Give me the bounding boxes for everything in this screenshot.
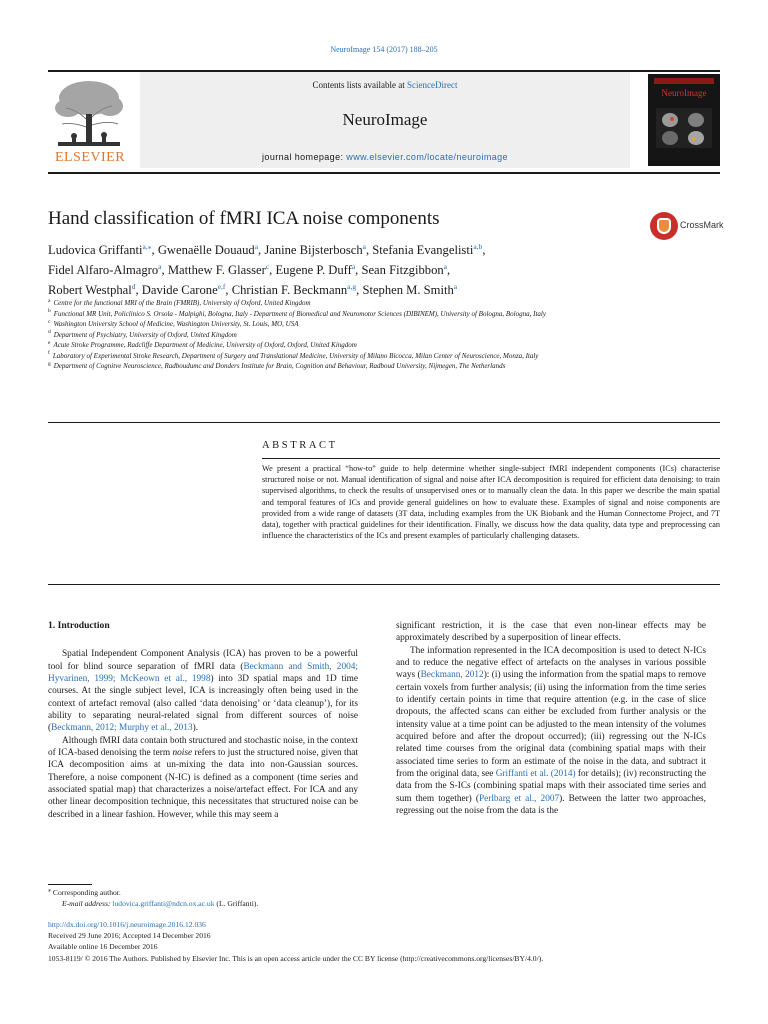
author-affiliation-mark[interactable]: a,⁎ [142, 241, 152, 251]
journal-homepage-link[interactable]: www.elsevier.com/locate/neuroimage [346, 152, 508, 162]
author-name[interactable]: Gwenaëlle Douaud [157, 243, 255, 257]
affiliation-item [48, 330, 718, 341]
paragraph-text: ) into 3D spatial maps and 1D time courses. At the single subject level, ICA is increasingly often being used in the context of artefact removal (also called ‘data denoising’ or ‘data cleanup’), for its ability to separating neural-related signal from different sources of noise ( [48, 674, 358, 734]
author-affiliation-mark[interactable]: a,b [473, 241, 483, 251]
author-affiliation-mark[interactable]: c [265, 261, 270, 271]
author-separator: , [225, 283, 232, 297]
crossmark-label: CrossMark [680, 220, 724, 230]
article-title: Hand classification of fMRI ICA noise components [48, 208, 440, 229]
corresponding-author-note [48, 887, 720, 898]
divider [48, 584, 720, 585]
cover-title: NeuroImage [661, 88, 707, 98]
crossmark-icon [650, 212, 678, 240]
affiliation-letter: g [48, 360, 51, 367]
paragraph-text: Spatial Independent Component Analysis (ICA) has proven to be a powerful tool for blind source separation of fMRI data ( [48, 649, 358, 672]
body-paragraph [396, 645, 706, 818]
affiliation-text: Laboratory of Experimental Stroke Research, Department of Surgery and Translational Medicine, University of Milano Bicocca, Milan Center of Neuroscience, Monza, Italy [52, 351, 539, 360]
received-dates: Received 29 June 2016; Accepted 14 December 2016 [48, 931, 211, 941]
affiliation-item [48, 361, 718, 372]
author-affiliation-mark[interactable]: a,g [347, 281, 357, 291]
section-heading-introduction: 1. Introduction [48, 620, 110, 631]
elsevier-tree-icon [52, 78, 126, 148]
paragraph-text: ): (i) using the information from the spatial maps to remove certain voxels from further analysis; (ii) using the information from the time series to identify certain points in time that require attention (e.g. in the case of slice dropouts, the affected scans can either be excluded from further analysis or the intensity value at a time point can be adjusted to the mean intensity of the volumes acquired before and after the dropout occurred); (iii) regressing out the N-ICs related time courses from the original data (combining spatial maps with their associated time series to form an estimate of the noise in the data, and subtract it from the original data, see [396, 670, 706, 780]
paragraph-text: for details); (iv) reconstructing the data from the S-ICs (combining spatial maps with their associated time series and sum them together) ( [396, 769, 707, 804]
affiliation-text: Washington University School of Medicine, Washington University, St. Louis, MO, USA [53, 320, 299, 328]
author-affiliation-mark[interactable]: a [453, 281, 458, 291]
author-name[interactable]: Stephen M. Smith [362, 283, 454, 297]
author-separator: , [365, 243, 373, 257]
affiliation-item [48, 309, 718, 320]
author-separator: , [447, 263, 451, 277]
author-name[interactable]: Davide Carone [141, 283, 218, 297]
license-statement: 1053-8119/ © 2016 The Authors. Published by Elsevier Inc. This is an open access article under the CC BY license (http://creativecommons.org/licenses/BY/4.0/). [48, 953, 544, 963]
citation-link[interactable]: Griffanti et al. (2014) [495, 769, 576, 780]
author-email-link[interactable]: ludovica.griffanti@ndcn.ox.ac.uk [112, 899, 215, 909]
author-name[interactable]: Robert Westphal [48, 283, 132, 297]
body-column-left [48, 620, 358, 821]
author-name[interactable]: Stefania Evangelisti [372, 243, 474, 257]
author-affiliation-mark[interactable]: a [443, 261, 448, 271]
citation-link[interactable]: Beckmann, 2012; Murphy et al., 2013 [51, 723, 193, 734]
author-separator: , [135, 283, 142, 297]
journal-name: NeuroImage [342, 110, 428, 129]
author-name[interactable]: Ludovica Griffanti [48, 243, 143, 257]
author-separator: , [151, 243, 158, 257]
author-separator: , [258, 243, 265, 257]
divider [48, 422, 720, 423]
author-affiliation-mark[interactable]: a [158, 261, 162, 271]
abstract-text: We present a practical “how-to” guide to help determine whether single-subject fMRI independent components (ICs) characterise structured noise or not. Manual identification of signal and noise after ICA decomposition is required for efficient data denoising: to train supervised algorithms, to check the results of unsupervised ones or to manually clean the data. In this paper we describe the main spatial and temporal features of ICs and provide general guidelines on how to evaluate these. Examples of signal and noise components are provided from a wide range of datasets (3T data, including examples from the UK Biobank and the Human Connectome Project, and 7T data), together with practical guidelines for their identification. Finally, we discuss how the data quality, data type and preprocessing can influence the characteristics of the ICs and present examples of particularly challenging datasets. [262, 464, 720, 541]
doi-link[interactable]: http://dx.doi.org/10.1016/j.neuroimage.2016.12.036 [48, 920, 206, 929]
body-column-right [396, 620, 706, 818]
email-suffix: (L. Griffanti). [214, 899, 259, 909]
body-paragraph [396, 620, 706, 645]
author-separator: , [355, 263, 362, 277]
email-note [48, 898, 720, 909]
affiliation-letter: c [48, 318, 51, 325]
brain-scan-icon [656, 108, 712, 148]
affiliation-item [48, 298, 718, 309]
author-separator: , [356, 283, 363, 297]
citation-link[interactable]: Perlbarg et al., 2007 [478, 793, 560, 804]
paragraph-text: The information represented in the ICA decomposition is used to detect N-ICs and to reduce the negative effect of artefacts on the analyses in various possible ways ( [396, 645, 706, 681]
citation-link[interactable]: Beckmann and Smith, 2004; Hyvarinen, 1999; McKeown et al., 1998 [48, 661, 358, 685]
contents-lists-line [140, 80, 630, 90]
author-name[interactable]: Christian F. Beckmann [231, 283, 348, 297]
emphasis-text: noise [172, 748, 193, 759]
body-paragraph [48, 648, 358, 734]
author-affiliation-mark[interactable]: a [362, 241, 366, 251]
affiliation-letter: d [48, 329, 51, 336]
journal-masthead [48, 70, 720, 174]
homepage-prefix: journal homepage: [262, 152, 347, 162]
paragraph-text: ). Between the latter two approaches, regressing out the noise from the data is the [396, 793, 706, 817]
journal-cover-thumbnail[interactable] [648, 74, 720, 166]
author-name[interactable]: Sean Fitzgibbon [361, 263, 444, 277]
author-list [48, 240, 708, 300]
divider [262, 458, 720, 459]
crossmark-button[interactable] [650, 212, 724, 242]
paragraph-text: significant restriction, it is the case that even non-linear effects may be approximately described by a superposition of linear effects. [396, 621, 706, 644]
masthead-info-panel [140, 72, 630, 168]
elsevier-wordmark: ELSEVIER [54, 150, 126, 165]
affiliation-text: Acute Stroke Programme, Radcliffe Department of Medicine, University of Oxford, Oxford, United Kingdom [53, 341, 357, 349]
affiliation-letter: e [48, 339, 51, 346]
body-paragraph [48, 735, 358, 821]
paragraph-text: Although fMRI data contain both structured and stochastic noise, in the context of ICA-based denoising the term [48, 735, 358, 759]
footnote-divider [48, 884, 92, 885]
elsevier-logo[interactable] [48, 76, 130, 168]
affiliation-text: Centre for the functional MRI of the Brain (FMRIB), University of Oxford, United Kingdom [53, 299, 311, 307]
abstract-heading: ABSTRACT [262, 440, 338, 451]
corresponding-author-text: Corresponding author. [52, 888, 121, 897]
affiliation-text: Department of Cognitve Neuroscience, Radboudumc and Donders Institute for Brain, Cognition and Behaviour, Radboud University, Nijmegen, The Netherlands [53, 362, 506, 370]
affiliation-item [48, 351, 718, 362]
affiliation-list [48, 298, 718, 372]
contents-prefix: Contents lists available at [312, 80, 407, 90]
author-name[interactable]: Matthew F. Glasser [167, 263, 266, 277]
online-date: Available online 16 December 2016 [48, 942, 158, 952]
author-affiliation-mark[interactable]: a [351, 261, 356, 271]
citation-link[interactable]: Beckmann, 2012 [420, 670, 484, 681]
author-separator: , [269, 263, 276, 277]
affiliation-letter: b [48, 308, 51, 315]
author-separator: , [161, 263, 168, 277]
publication-info [48, 919, 720, 964]
affiliation-letter: f [48, 350, 50, 357]
email-label: E-mail address: [62, 899, 111, 909]
paragraph-text: ). [192, 723, 199, 734]
affiliation-text: Department of Psychiatry, University of Oxford, United Kingdom [53, 330, 237, 339]
footnote-star: ⁎ [48, 887, 51, 894]
affiliation-text: Functional MR Unit, Policlinico S. Orsola - Malpighi, Bologna, Italy - Department of Biomedical and Neuromotor Sciences (DIBINEM), University of Bologna, Bologna, Italy [53, 309, 546, 318]
author-separator: , [482, 243, 486, 257]
author-name[interactable]: Eugene P. Duff [275, 263, 352, 277]
footnotes [48, 887, 720, 910]
affiliation-item [48, 319, 718, 330]
affiliation-letter: a [48, 297, 51, 304]
author-affiliation-mark[interactable]: e,f [217, 281, 226, 291]
paragraph-text: refers to just the structured noise, given that ICA decomposition aims at un-mixing the data into non-Gaussian sources. Therefore, a noise component (N-IC) is defined as a component (time series and associated spatial map) that characterizes a noise/artefact effect. For ICA and any other linear decomposition technique, this necessitates that structured noise can be described in a linear fashion. However, while this may seem a [48, 748, 358, 820]
author-name[interactable]: Fidel Alfaro-Almagro [48, 263, 159, 277]
author-name[interactable]: Janine Bijsterbosch [264, 243, 363, 257]
journal-citation[interactable]: NeuroImage 154 (2017) 188–205 [330, 45, 438, 54]
journal-homepage-line [140, 152, 630, 162]
sciencedirect-link[interactable]: ScienceDirect [407, 80, 458, 90]
cover-band [654, 78, 714, 84]
author-affiliation-mark[interactable]: d [131, 281, 136, 291]
affiliation-item [48, 340, 718, 351]
author-affiliation-mark[interactable]: a [254, 241, 259, 251]
